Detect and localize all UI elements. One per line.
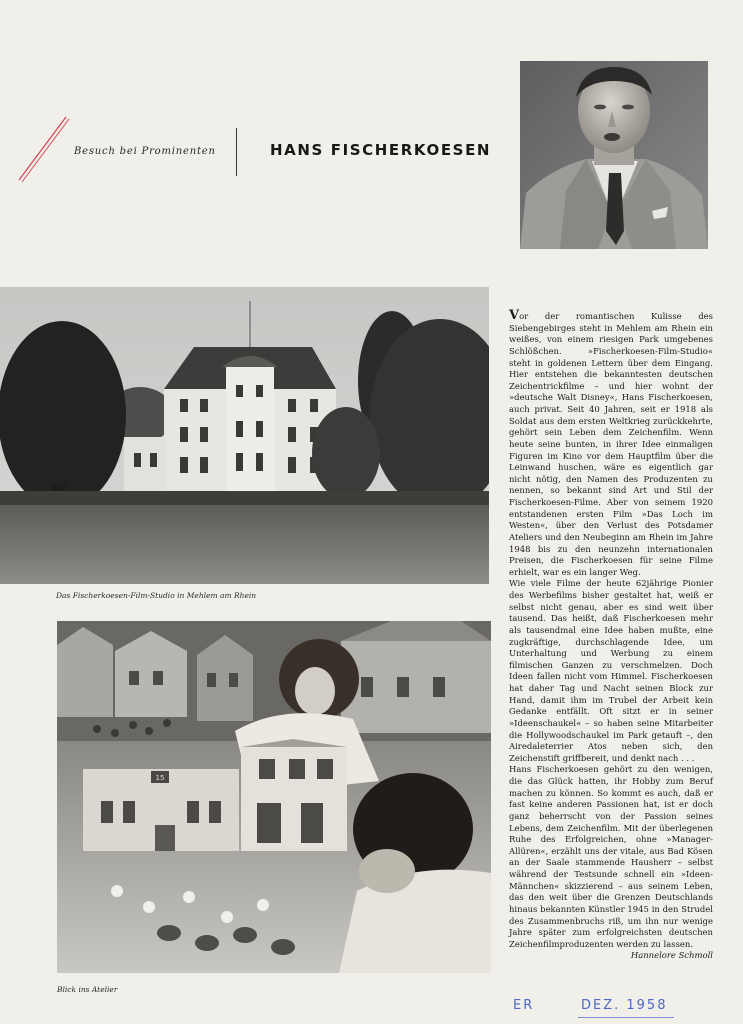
article-author: Hannelore Schmoll [630, 950, 713, 961]
article-paragraph-1 [509, 308, 713, 578]
portrait-photo [520, 61, 708, 249]
handwritten-date: DEZ. 1958 [581, 998, 668, 1013]
handwritten-initials: ER [513, 998, 535, 1013]
house-number-sign: 15 [155, 774, 165, 782]
handwritten-underline [578, 1017, 674, 1018]
article-paragraph-2: Wie viele Filme der heute 62jährige Pionier des Werbefilms bisher gestaltet hat, weiß er selbst nicht genau, aber es sind weit über tausend. Das heißt, daß Fischerkoesen mehr als tausendmal eine Idee haben mußte, eine zugkräftige, durchschlagende Idee, um Unterhaltung und Werbung zu einem filmischen Ganzen zu verschmelzen. Doch Ideen fallen nicht vom Himmel. Fischerkoesen hat daher Tag und Nacht seinen Block zur Hand, damit ihm im Trubel der Arbeit kein Gedanke entfällt. Oft sitzt er in seiner »Ideenschaukel« – so haben seine Mitarbeiter die Hollywoodschaukel im Park getauft –, den Airedaleterrier Atos neben sich, den Zeichenstift griffbereit, und denkt nach . . . [509, 578, 713, 763]
section-kicker: Besuch bei Prominenten [74, 146, 216, 157]
villa-photo [0, 287, 489, 584]
dropcap: V [509, 308, 520, 323]
studio-photo [57, 621, 491, 973]
page-title: HANS FISCHERKOESEN [270, 141, 492, 159]
header-divider [236, 128, 237, 176]
studio-photo-caption: Blick ins Atelier [57, 985, 118, 994]
article-body [509, 308, 713, 962]
villa-photo-caption: Das Fischerkoesen-Film-Studio in Mehlem am Rhein [56, 591, 257, 600]
article-paragraph-3: Hans Fischerkoesen gehört zu den wenigen, die das Glück hatten, ihr Hobby zum Beruf machen zu können. So kommt es auch, daß er fast keine anderen Passionen hat, ist er doch ganz beherrscht von der Passion seines Lebens, dem Zeichenfilm. Mit der überlegenen Ruhe des Erfolgreichen, ohne »Manager-Allüren«, erzählt uns der vitale, aus Bad Kösen an der Saale stammende Hausherr – selbst während der Testsunde schnell ein »Ideen-Männchen« skizzierend – aus seinem Leben, das den weit über die Grenzen Deutschlands hinaus bekannten Künstler 1945 in den Strudel des Zusammenbruchs riß, um ihn nur wenige Jahre später zum erfolgreichsten deutschen Zeichenfilmproduzenten werden zu lassen. [509, 764, 713, 949]
accent-lines-icon [16, 114, 72, 184]
article-paragraph-1-text: or der romantischen Kulisse des Siebengebirges steht in Mehlem am Rhein ein weißes, von einem riesigen Park umgebenes Schlößchen. »Fischerkoesen-Film-Studio« steht in goldenen Lettern über dem Eingang. Hier entstehen die bekanntesten deutschen Zeichentrickfilme – und hier wohnt der »deutsche Walt Disney«, Hans Fischerkoesen, auch privat. Seit 40 Jahren, seit er 1918 als Soldat aus dem ersten Weltkrieg zurückkehrte, gehört sein Leben dem Zeichenfilm. Wenn heute seine bunten, in ihrer Idee einmaligen Figuren im Kino vor dem Hauptfilm über die Leinwand huschen, wäre es eigentlich gar nicht nötig, den Namen des Produzenten zu nennen, so bekannt sind Art und Stil der Fischerkoesen-Filme. Aber von seinem 1920 entstandenen ersten Film »Das Loch im Westen«, über den Verlust des Potsdamer Ateliers und den Neubeginn am Rhein im Jahre 1948 bis zu den neunzehn internationalen Preisen, die Fischerkoesen für seine Filme erhielt, war es ein langer Weg. [509, 311, 713, 577]
